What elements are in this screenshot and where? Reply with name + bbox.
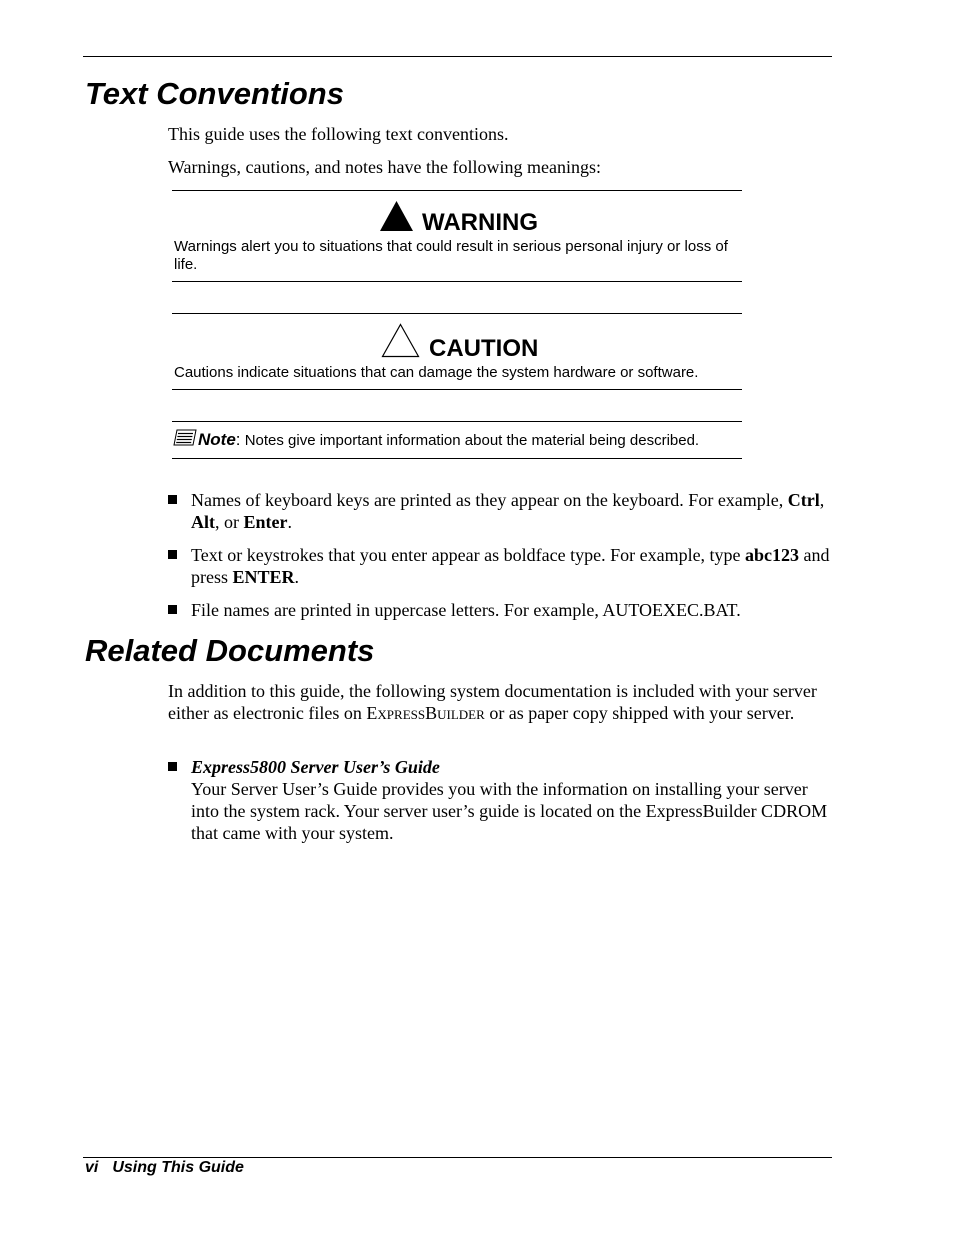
- note-colon: :: [235, 430, 241, 449]
- note-text: Notes give important information about the material being described.: [244, 432, 700, 449]
- section-title-text-conventions: Text Conventions: [85, 76, 344, 111]
- related-docs-paragraph: In addition to this guide, the following system documentation is included with your server either as electronic files on EXPRESSBUILDER or as paper copy shipped with your server.: [168, 681, 817, 723]
- warning-bottom-rule: [172, 281, 742, 282]
- caution-outline-triangle-icon: [381, 323, 420, 358]
- bullet-file-names: File names are printed in uppercase letters. For example, AUTOEXEC.BAT.: [191, 600, 741, 620]
- related-doc-item: [191, 756, 831, 844]
- note-label: Note: [198, 430, 236, 449]
- warning-top-rule: [172, 190, 742, 191]
- intro-paragraph: This guide uses the following text conventions.: [168, 124, 509, 144]
- note-top-rule: [172, 421, 742, 422]
- page-number: vi: [85, 1159, 99, 1176]
- meanings-paragraph: Warnings, cautions, and notes have the following meanings:: [168, 157, 601, 177]
- warning-text: Warnings alert you to situations that could result in serious personal injury or loss of life.: [174, 238, 728, 273]
- page-footer: [85, 1158, 244, 1178]
- section-title-related-documents: Related Documents: [85, 633, 375, 668]
- note-bottom-rule: [172, 458, 742, 459]
- bullet-square-icon: [168, 762, 180, 774]
- note-pad-icon: [173, 429, 197, 447]
- header-rule: [83, 56, 832, 57]
- caution-text: Cautions indicate situations that can damage the system hardware or software.: [174, 364, 699, 381]
- caution-bottom-rule: [172, 389, 742, 390]
- warning-title: WARNING: [422, 209, 538, 236]
- bullet-square-icon: [168, 495, 180, 507]
- bullet-square-icon: [168, 605, 180, 617]
- bullet-boldface-type: Text or keystrokes that you enter appear as boldface type. For example, type abc123 and press ENTER.: [191, 545, 830, 587]
- bullet-square-icon: [168, 550, 180, 562]
- bullet-keyboard-keys: Names of keyboard keys are printed as they appear on the keyboard. For example, Ctrl, Alt, or Enter.: [191, 490, 825, 532]
- doc-title: Express5800 Server User’s Guide: [191, 757, 440, 777]
- note-line: [198, 429, 758, 452]
- footer-title: Using This Guide: [112, 1159, 244, 1176]
- doc-description: Your Server User’s Guide provides you with the information on installing your server into the system rack. Your server user’s guide is located on the ExpressBuilder CDROM that came with your system.: [191, 779, 828, 843]
- caution-title: CAUTION: [429, 335, 539, 362]
- caution-top-rule: [172, 313, 742, 314]
- warning-filled-triangle-icon: [379, 200, 414, 232]
